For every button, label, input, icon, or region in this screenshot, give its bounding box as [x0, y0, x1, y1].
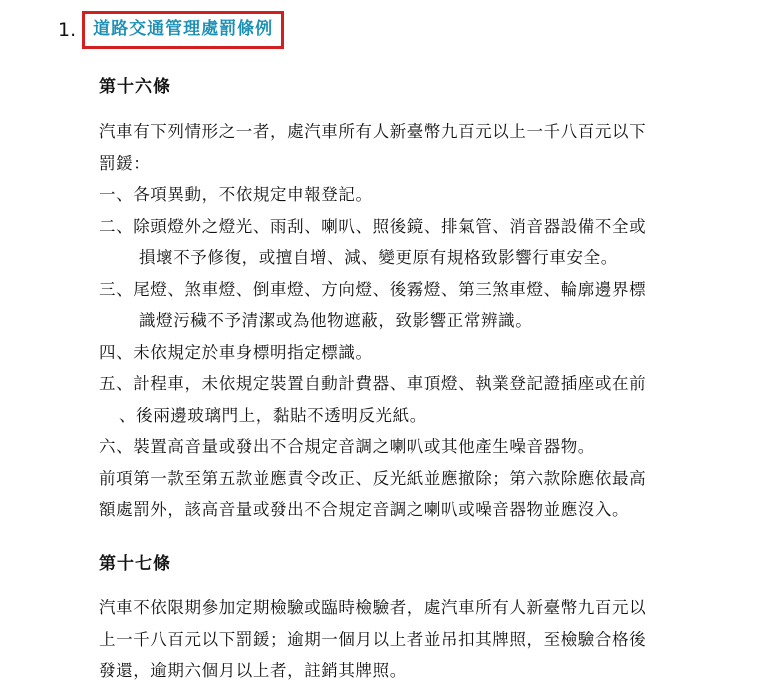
section-heading	[58, 11, 284, 49]
article-17-title: 第十七條	[99, 554, 171, 574]
article-16-item-6: 六、裝置高音量或發出不合規定音調之喇叭或其他產生噪音器物。	[99, 437, 595, 456]
article-16-body	[99, 116, 719, 526]
article-16-item-5-cont: 、後兩邊玻璃門上，黏貼不透明反光紙。	[119, 405, 427, 425]
article-16-item-3-cont: 識燈污穢不予清潔或為他物遮蔽，致影響正常辨識。	[139, 311, 533, 330]
law-title-link[interactable]: 道路交通管理處罰條例	[93, 19, 274, 40]
article-16-item-4: 四、未依規定於車身標明指定標識。	[99, 342, 373, 362]
article-16-item-5: 五、計程車，未依規定裝置自動計費器、車頂燈、執業登記證插座或在前	[99, 374, 647, 393]
article-16-closing-line: 額處罰外，該高音量或發出不合規定音調之喇叭或噪音器物並應沒入。	[99, 500, 630, 519]
article-16-title: 第十六條	[99, 77, 171, 97]
article-16-item-2-cont: 損壞不予修復，或擅自增、減、變更原有規格致影響行車安全。	[139, 248, 618, 267]
article-16-item-3: 三、尾燈、煞車燈、倒車燈、方向燈、後霧燈、第三煞車燈、輪廓邊界標	[99, 279, 647, 299]
article-17-line: 汽車不依限期參加定期檢驗或臨時檢驗者，處汽車所有人新臺幣九百元以	[99, 598, 647, 617]
section-number: 1.	[58, 18, 77, 41]
article-17-body	[99, 592, 719, 687]
article-17-line: 上一千八百元以下罰鍰；逾期一個月以上者並吊扣其牌照，至檢驗合格後	[99, 629, 647, 649]
article-16-item-2: 二、除頭燈外之燈光、雨刮、喇叭、照後鏡、排氣管、消音器設備不全或	[99, 216, 647, 236]
article-16-intro-line: 罰鍰：	[99, 153, 151, 173]
article-16-closing-line: 前項第一款至第五款並應責令改正、反光紙並應撤除；第六款除應依最高	[99, 468, 647, 488]
article-17-line: 發還，逾期六個月以上者，註銷其牌照。	[99, 661, 407, 680]
article-16-item-1: 一、各項異動，不依規定申報登記。	[99, 185, 373, 204]
highlight-box	[82, 11, 284, 48]
article-16-intro-line: 汽車有下列情形之一者，處汽車所有人新臺幣九百元以上一千八百元以下	[99, 122, 647, 141]
